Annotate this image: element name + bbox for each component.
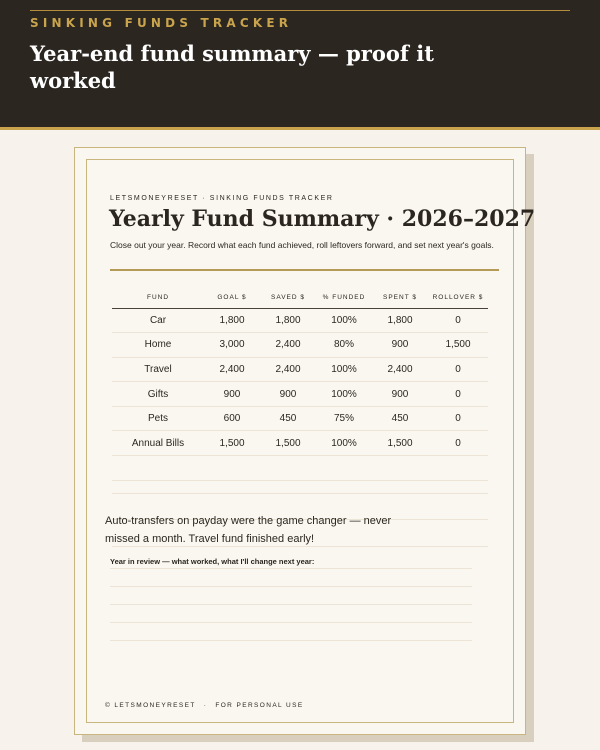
- column-header-fund: FUND: [112, 288, 204, 308]
- sheet-brand: LETSMONEYRESET · SINKING FUNDS TRACKER: [110, 195, 334, 202]
- cell-fund: Home: [112, 333, 204, 358]
- cell-rollover: 0: [428, 406, 488, 431]
- cell-spent: 900: [372, 333, 428, 358]
- cell-goal: 2,400: [204, 357, 260, 382]
- table-row: [112, 357, 488, 382]
- cell-rollover: 0: [428, 308, 488, 333]
- review-writing-line: [110, 568, 472, 569]
- cell-goal: 3,000: [204, 333, 260, 358]
- cell-goal: 1,500: [204, 431, 260, 456]
- cell-spent: 900: [372, 382, 428, 407]
- footer-copyright: © LETSMONEYRESET: [105, 702, 196, 709]
- table-extra-line: [112, 493, 488, 494]
- review-writing-line: [110, 640, 472, 641]
- column-header-goal: GOAL $: [204, 288, 260, 308]
- cell-funded: 100%: [316, 431, 372, 456]
- sheet-footer: [105, 702, 304, 709]
- cell-saved: 2,400: [260, 357, 316, 382]
- footer-usage: FOR PERSONAL USE: [215, 702, 304, 709]
- cell-rollover: 1,500: [428, 333, 488, 358]
- cell-goal: 1,800: [204, 308, 260, 333]
- cell-saved: 2,400: [260, 333, 316, 358]
- page-header: [0, 0, 600, 130]
- cell-goal: 600: [204, 406, 260, 431]
- cell-funded: 75%: [316, 406, 372, 431]
- table-header-row: [112, 288, 488, 308]
- cell-spent: 1,800: [372, 308, 428, 333]
- cell-saved: 1,500: [260, 431, 316, 456]
- header-title: Year-end fund summary — proof it worked: [30, 41, 434, 93]
- review-writing-line: [110, 586, 472, 587]
- handwritten-note: Auto-transfers on payday were the game changer — never missed a month. Travel fund finished early!: [105, 515, 392, 545]
- cell-saved: 1,800: [260, 308, 316, 333]
- table-row: [112, 382, 488, 407]
- table-row: [112, 333, 488, 358]
- title-divider: [110, 269, 499, 271]
- cell-rollover: 0: [428, 431, 488, 456]
- cell-goal: 900: [204, 382, 260, 407]
- cell-spent: 2,400: [372, 357, 428, 382]
- cell-saved: 900: [260, 382, 316, 407]
- table-row: [112, 431, 488, 456]
- fund-summary-table: [112, 288, 488, 481]
- table-row: [112, 308, 488, 333]
- cell-fund: Pets: [112, 406, 204, 431]
- cell-rollover: 0: [428, 357, 488, 382]
- table-row: [112, 406, 488, 431]
- cell-fund: Annual Bills: [112, 431, 204, 456]
- footer-separator: ·: [203, 702, 208, 709]
- column-header-rollover: ROLLOVER $: [428, 288, 488, 308]
- sheet-subtitle: Close out your year. Record what each fund achieved, roll leftovers forward, and set next year's goals.: [110, 240, 494, 250]
- cell-saved: 450: [260, 406, 316, 431]
- cell-fund: Travel: [112, 357, 204, 382]
- column-header-spent: SPENT $: [372, 288, 428, 308]
- review-writing-line: [110, 622, 472, 623]
- header-eyebrow: SINKING FUNDS TRACKER: [30, 16, 293, 30]
- cell-fund: Gifts: [112, 382, 204, 407]
- cell-fund: Car: [112, 308, 204, 333]
- column-header-saved: SAVED $: [260, 288, 316, 308]
- header-rule: [30, 10, 570, 11]
- sheet-title: Yearly Fund Summary · 2026–2027: [109, 206, 536, 232]
- cell-funded: 100%: [316, 357, 372, 382]
- cell-spent: 450: [372, 406, 428, 431]
- review-writing-line: [110, 604, 472, 605]
- table-row-empty: [112, 456, 488, 481]
- cell-funded: 100%: [316, 382, 372, 407]
- column-header-funded: % FUNDED: [316, 288, 372, 308]
- cell-spent: 1,500: [372, 431, 428, 456]
- cell-funded: 100%: [316, 308, 372, 333]
- review-label: Year in review — what worked, what I'll change next year:: [110, 557, 315, 566]
- cell-rollover: 0: [428, 382, 488, 407]
- cell-funded: 80%: [316, 333, 372, 358]
